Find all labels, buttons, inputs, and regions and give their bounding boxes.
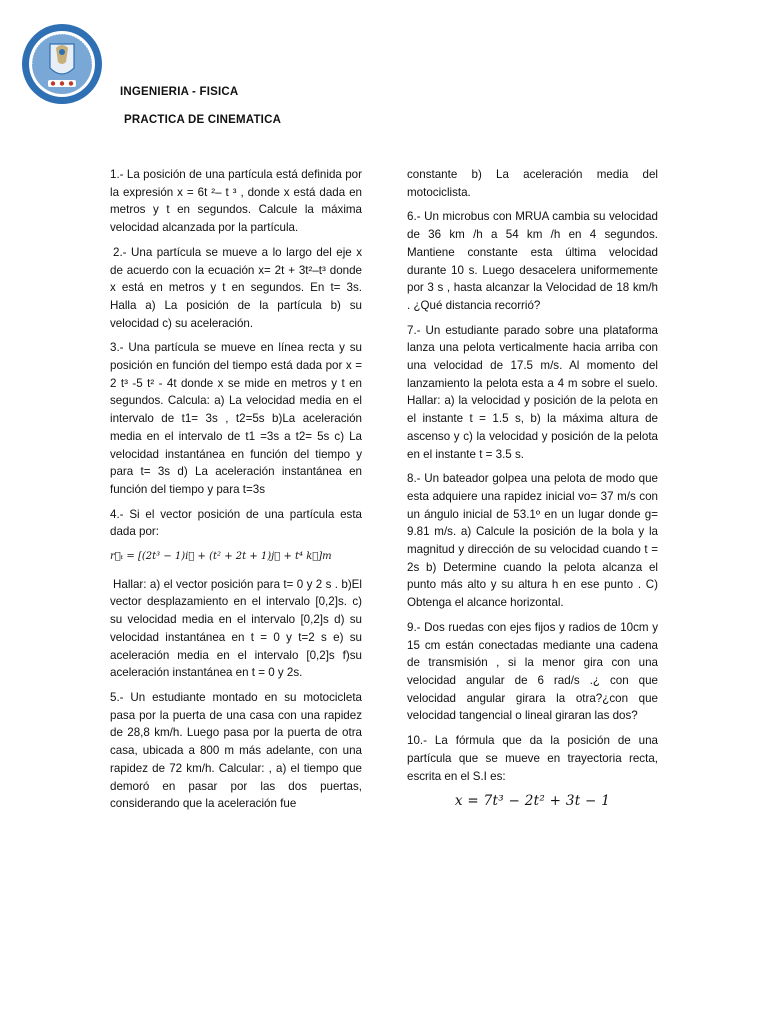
problem-9: 9.- Dos ruedas con ejes fijos y radios de 10cm y 15 cm están conectadas mediante una cadena de transmisión , si la menor gira con una velocidad angular de 6 rad/s .¿ con que velocidad angular girara la otra?¿con que velocidad tangencial o lineal giraran las dos? bbox=[407, 620, 658, 723]
problem-8: 8.- Un bateador golpea una pelota de modo que esta adquiere una rapidez inicial vo= 37 m/s con un ángulo inicial de 53.1º en un lugar donde g= 9.81 m/s. a) Calcule la posición de la bola y la magnitud y dirección de su velocidad cuando t = 2s b) Determine cuando la pelota alcanza el punto más alto y su altura h en ese punto . C) Obtenga el alcance horizontal. bbox=[407, 472, 658, 610]
left-column bbox=[110, 166, 362, 820]
right-column bbox=[407, 166, 658, 811]
practice-title: PRACTICA DE CINEMATICA bbox=[124, 114, 282, 126]
problem-4-equation: r⃗ₜ = [(2t³ − 1)i⃗ + (t² + 2t + 1)j⃗ + t⁴ k⃗]m bbox=[110, 551, 332, 563]
problem-1: 1.- La posición de una partícula está definida por la expresión x = 6t ²– t ³ , donde x está dada en metros y t en segundos. Calcule la máxima velocidad alcanzada por la partícula. bbox=[110, 168, 362, 235]
problem-3: 3.- Una partícula se mueve en línea recta y su posición en función del tiempo está dada por x = 2 t³ -5 t² - 4t donde x se mide en metros y t en segundos. Calcula: a) La velocidad media en el intervalo de t1= 3s , t2=5s b)La aceleración media en el intervalo de t1 =3s a t2= 5s c) La velocidad instantánea en función del tiempo y para t= 3s d) La aceleración instantánea en función del tiempo y para t=3s bbox=[110, 341, 362, 496]
problem-6: 6.- Un microbus con MRUA cambia su velocidad de 36 km /h a 54 km /h en 4 segundos. Mantiene constante esta última velocidad durante 10 s. Luego desacelera uniformemente por 3 s , hasta alcanzar la Velocidad de 18 km/h . ¿Qué distancia recorrió? bbox=[407, 210, 658, 312]
problem-10-equation: x = 7t³ − 2t² + 3t − 1 bbox=[454, 793, 611, 810]
university-logo bbox=[20, 22, 104, 106]
problem-5-continued: constante b) La aceleración media del motociclista. bbox=[407, 168, 658, 199]
problem-7: 7.- Un estudiante parado sobre una plataforma lanza una pelota verticalmente hacia arriba con una velocidad de 17.5 m/s. Al momento del lanzamiento la pelota esta a 4 m sobre el suelo. Hallar: a) la velocidad y posición de la pelota en el instante t = 1.5 s, b) la máxima altura de ascenso y c) la velocidad y posición de la pelota en el instante t = 3.5 s. bbox=[407, 323, 658, 461]
problem-4-body: Hallar: a) el vector posición para t= 0 y 2 s . b)El vector desplazamiento en el intervalo [0,2]s. c) su velocidad media en el intervalo [0,2]s d) su velocidad instantánea en t = 0 y t=2 s e) su aceleración media en el intervalo [0,2]s f)su aceleración instantánea en t = 0 y 2s. bbox=[110, 577, 362, 680]
problem-5: 5.- Un estudiante montado en su motocicleta pasa por la puerta de una casa con una rapidez de 28,8 km/h. Luego pasa por la puerta de otra casa, ubicada a 800 m más adelante, con una rapidez de 72 km/h. Calcular: , a) el tiempo que demoró en pasar por las dos puertas, considerando que la aceleración fue bbox=[110, 690, 362, 811]
problem-4-intro: 4.- Si el vector posición de una partícula esta dada por: bbox=[110, 507, 362, 539]
problem-10: 10.- La fórmula que da la posición de una partícula que se mueve en trayectoria recta, escrita en el S.I es: bbox=[407, 734, 658, 783]
course-title: INGENIERIA - FISICA bbox=[120, 86, 239, 98]
university-seal-icon bbox=[20, 22, 104, 106]
problem-2: 2.- Una partícula se mueve a lo largo del eje x de acuerdo con la ecuación x= 2t + 3t²–t³ donde x está en metros y t en segundos. En t= 3s. Halla a) La posición de la partícula b) su velocidad c) su aceleración. bbox=[110, 245, 362, 330]
